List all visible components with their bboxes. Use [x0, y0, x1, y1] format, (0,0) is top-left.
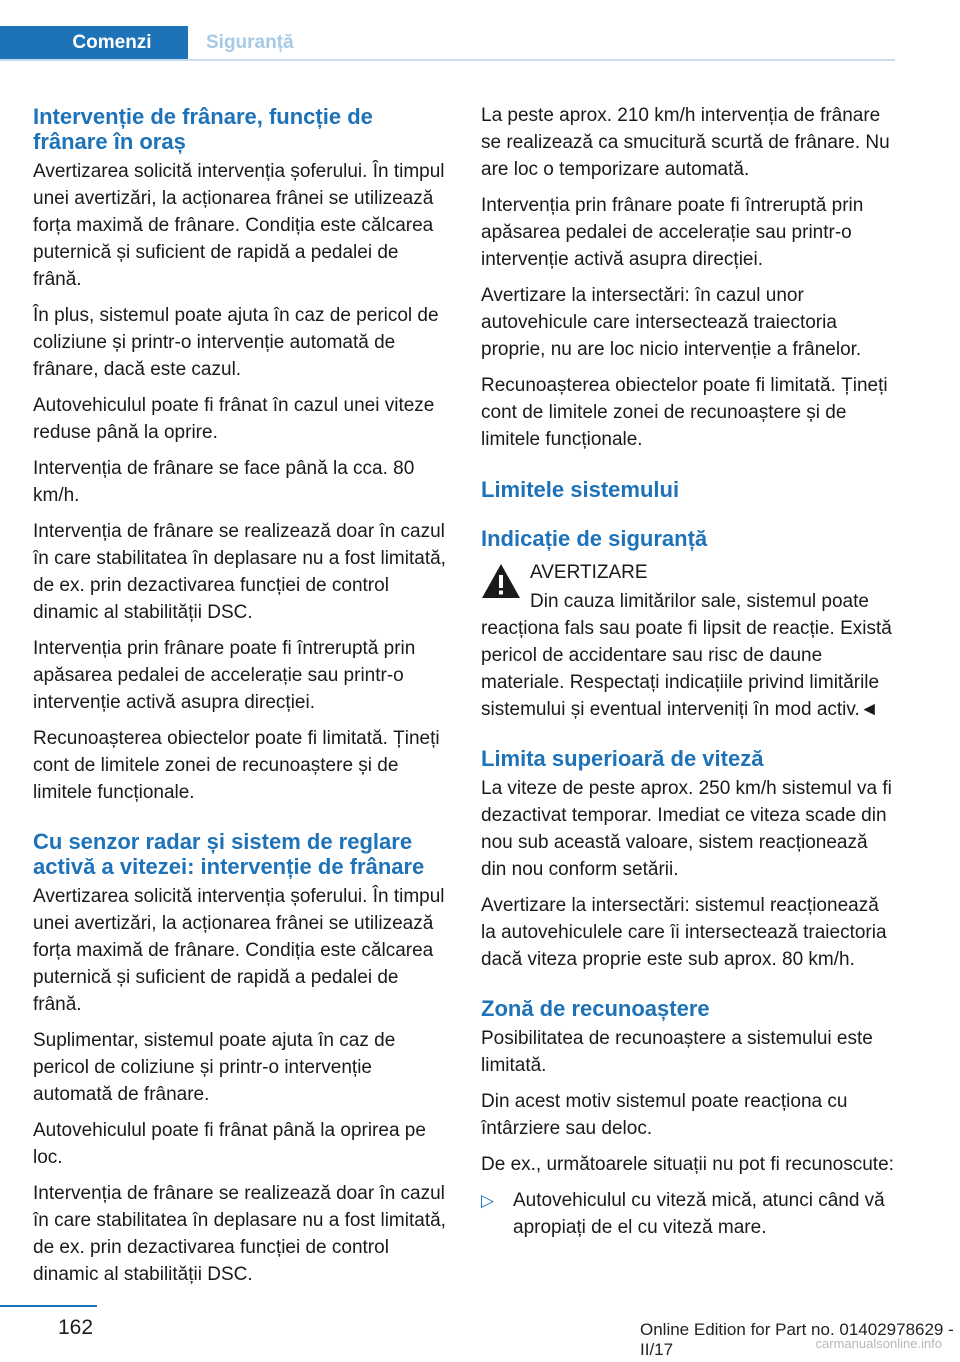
heading-radar-braking: Cu senzor radar și sistem de reglare activă a vitezei: intervenție de frânare	[33, 829, 425, 879]
paragraph: Avertizarea solicită intervenția șoferului. În timpul unei avertizări, la acționarea frânei se utilizează forța maximă de frânare. Condiția este călcarea puternică și suficient de rapidă a pedalei de frână.	[33, 886, 445, 1015]
warning-title: AVERTIZARE	[530, 562, 648, 583]
paragraph: Recunoașterea obiectelor poate fi limitată. Țineți cont de limitele zonei de recunoaștere și de limitele funcționale.	[481, 375, 888, 450]
tab-comenzi[interactable]: Comenzi	[0, 26, 188, 60]
paragraph: Intervenția de frânare se realizează doar în cazul în care stabilitatea în deplasare nu a fost limitată, de ex. prin dezactivarea funcției de control dinamic al stabilității DSC.	[33, 1183, 446, 1285]
paragraph: La viteze de peste aprox. 250 km/h sistemul va fi dezactivat temporar. Imediat ce viteza scade din nou sub această valoare, sistem reacționează din nou conform setării.	[481, 778, 892, 880]
paragraph: Recunoașterea obiectelor poate fi limitată. Țineți cont de limitele zonei de recunoaștere și de limitele funcționale.	[33, 728, 440, 803]
paragraph: Autovehiculul poate fi frânat în cazul unei viteze reduse până la oprire.	[33, 395, 435, 443]
section-tabs	[0, 26, 312, 60]
watermark: carmanualsonline.info	[815, 1336, 942, 1351]
heading-safety-note: Indicație de siguranță	[481, 526, 708, 551]
paragraph: Autovehiculul poate fi frânat până la oprirea pe loc.	[33, 1120, 426, 1168]
list-item	[481, 1187, 897, 1241]
edition-note: Online Edition for Part no. 01402978629 - II/17	[640, 1320, 954, 1359]
paragraph: Intervenția de frânare se realizează doar în cazul în care stabilitatea în deplasare nu a fost limitată, de ex. prin dezactivarea funcției de control dinamic al stabilității DSC.	[33, 521, 446, 623]
warning-block	[481, 559, 897, 723]
warning-text: Din cauza limitărilor sale, sistemul poate reacționa fals sau poate fi lipsit de reacție. Există pericol de accidentare sau risc de daune materiale. Respectați indicațiile privind limitările sistemului și eventual interveniți în mod activ.◄	[481, 591, 892, 720]
warning-triangle-icon	[481, 563, 521, 599]
list-item-text: Autovehiculul cu viteză mică, atunci când vă apropiați de el cu viteză mare.	[513, 1190, 885, 1238]
heading-system-limits: Limitele sistemului	[481, 477, 680, 502]
paragraph: Avertizarea solicită intervenția șoferului. În timpul unei avertizări, la acționarea frânei se utilizează forța maximă de frânare. Condiția este călcarea puternică și suficient de rapidă a pedalei de frână.	[33, 161, 445, 290]
paragraph: Intervenția prin frânare poate fi întreruptă prin apăsarea pedalei de accelerație sau printr-o intervenție activă asupra direcției.	[33, 638, 416, 713]
paragraph: Suplimentar, sistemul poate ajuta în caz de pericol de coliziune și printr-o intervenție automată de frânare.	[33, 1030, 396, 1105]
page-number: 162	[58, 1316, 94, 1339]
paragraph: La peste aprox. 210 km/h intervenția de frânare se realizează ca smucitură scurtă de frânare. Nu are loc o temporizare automată.	[481, 105, 890, 180]
paragraph: Din acest motiv sistemul poate reacționa cu întârziere sau deloc.	[481, 1091, 848, 1139]
right-column	[481, 102, 897, 1241]
heading-urban-braking: Intervenție de frânare, funcție de frânare în oraș	[33, 104, 373, 154]
footer-divider	[0, 1305, 97, 1307]
paragraph: Posibilitatea de recunoaștere a sistemului este limitată.	[481, 1028, 873, 1076]
heading-speed-limit: Limita superioară de viteză	[481, 746, 764, 771]
paragraph: În plus, sistemul poate ajuta în caz de pericol de coliziune și printr-o intervenție automată de frânare, dacă este cazul.	[33, 305, 439, 380]
paragraph: Avertizare la intersectări: sistemul reacționează la autovehiculele care îi intersectează traiectoria dacă viteza proprie este sub aprox. 80 km/h.	[481, 895, 887, 970]
paragraph: Intervenția de frânare se face până la cca. 80 km/h.	[33, 458, 415, 506]
heading-detection-zone: Zonă de recunoaștere	[481, 996, 710, 1021]
bullet-triangle-icon: ▷	[481, 1191, 495, 1210]
header-divider	[0, 59, 895, 61]
left-column	[33, 104, 449, 1297]
paragraph: Avertizare la intersectări: în cazul unor autovehicule care intersectează traiectoria proprie, nu are loc nicio intervenție a frânelor.	[481, 285, 862, 360]
paragraph: Intervenția prin frânare poate fi întreruptă prin apăsarea pedalei de accelerație sau printr-o intervenție activă asupra direcției.	[481, 195, 864, 270]
paragraph: De ex., următoarele situații nu pot fi recunoscute:	[481, 1154, 894, 1175]
tab-siguranta[interactable]: Siguranță	[188, 26, 312, 60]
